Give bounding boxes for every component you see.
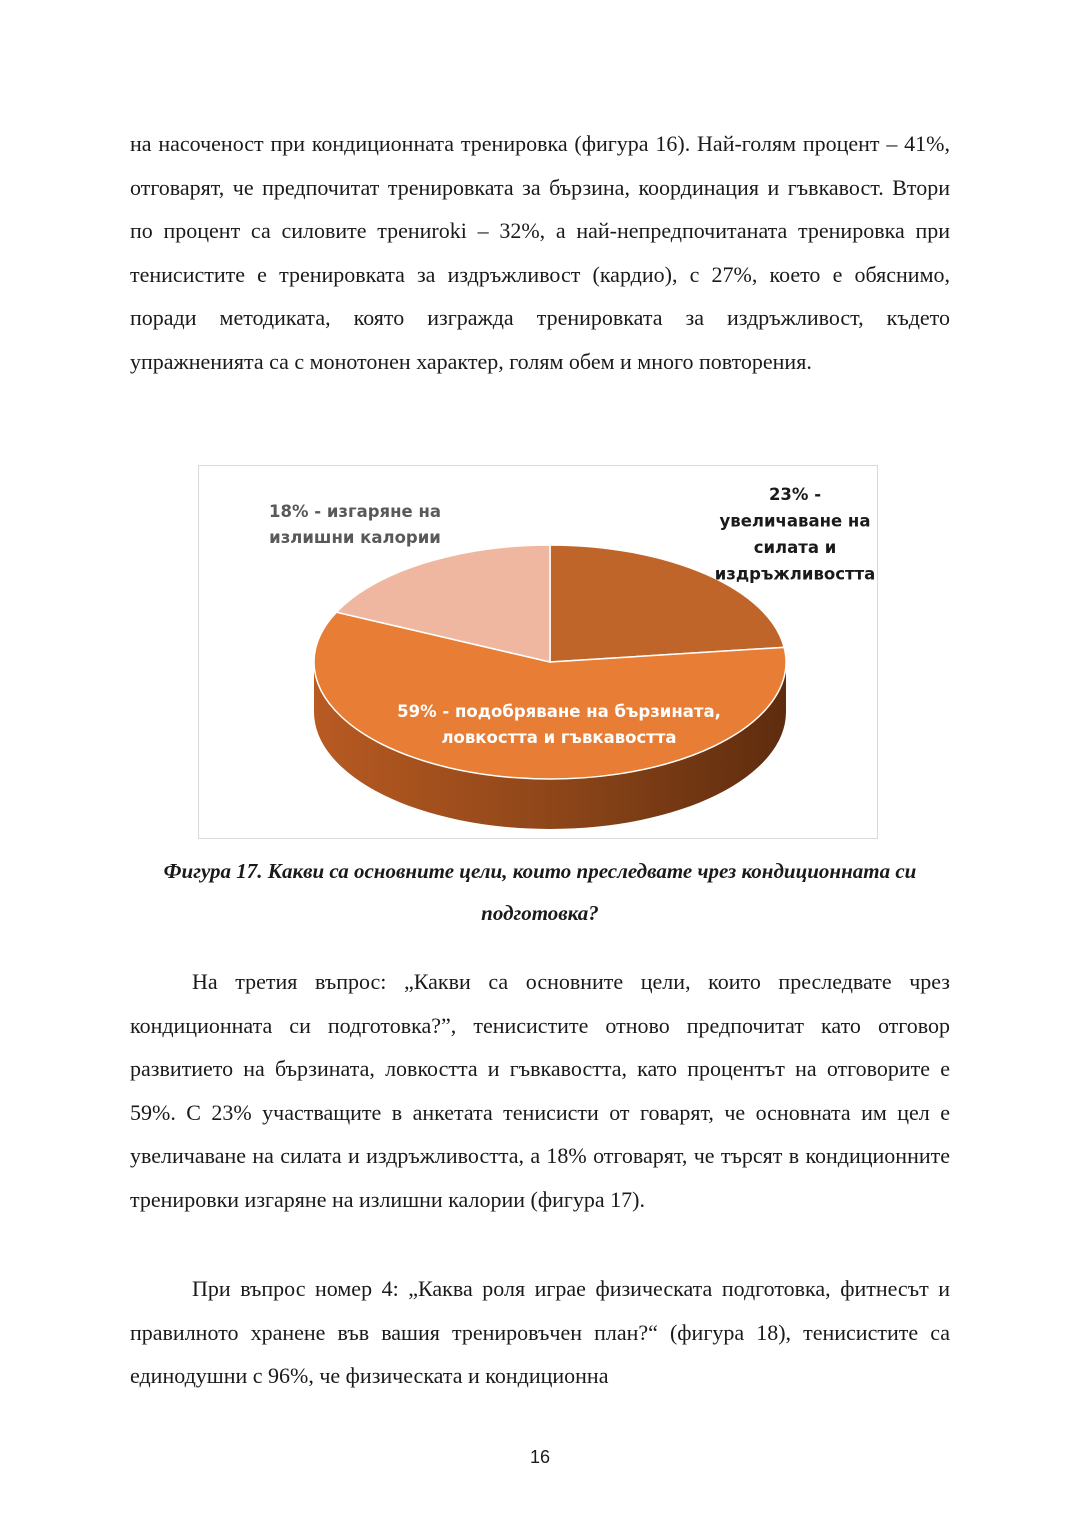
figure-caption: Фигура 17. Какви са основните цели, които преследвате чрез кондиционната си подготовка? <box>163 859 917 925</box>
page-number: 16 <box>529 1447 551 1467</box>
pie-chart <box>199 466 879 840</box>
pie-slice-1 <box>550 545 784 662</box>
pie-label-3: 18% - изгаряне на излишни калории <box>268 502 442 547</box>
paragraph-fourth-question: При въпрос номер 4: „Каква роля играе физическата подготовка, фитнесът и правилното хранене във вашия тренировъчен план?“ (фигура 18), тенисистите са единодушни с 96%, че физическата и кондиционна <box>130 1276 950 1389</box>
paragraph-third-question: На третия въпрос: „Какви са основните цели, които преследвате чрез кондиционната си подготовка?”, тенисистите отново предпочитат като отговор развитието на бързината, ловкостта и гъвкавостта, като процентът на отговорите е 59%. С 23% участващите в анкетата тенисисти от говарят, че основната им цел е увеличаване на силата и издръжливостта, а 18% отговарят, че търсят в кондиционните тренировки изгаряне на излишни калории (фигура 17). <box>130 969 950 1212</box>
pie-label-1: 23% -увеличаване на силата и издръжливостта <box>714 485 876 584</box>
paragraph-intro: на насоченост при кондиционната тренировка (фигура 16). Най-голям процент – 41%, отговарят, че предпочитат тренировката за бързина, координация и гъвкавост. Втори по процент са силовите трениroki – 32%, а най-непредпочитаната тренировка при тенисистите е тренировката за издръжливост (кардио), с 27%, което е обяснимо, поради методиката, която изгражда тренировката за издръжливост, където упражненията са с монотонен характер, голям обем и много повторения. <box>130 131 950 374</box>
pie-chart-figure <box>198 465 878 839</box>
pie-label-2: 59% - подобряване на бързината, ловкостта и гъвкавостта <box>397 702 721 747</box>
